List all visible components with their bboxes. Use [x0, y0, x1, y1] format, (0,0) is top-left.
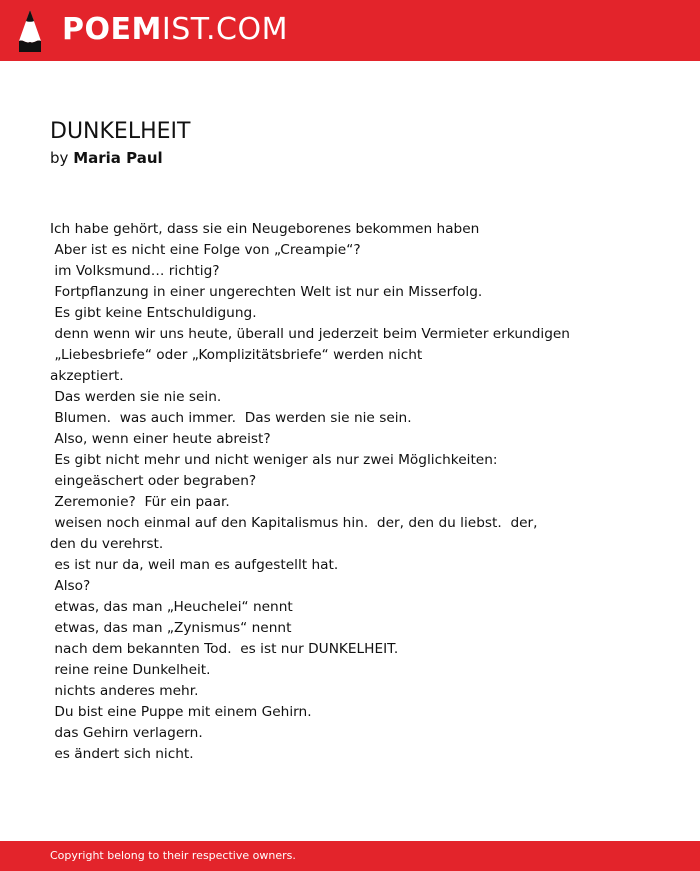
- poem-line: „Liebesbriefe“ oder „Komplizitätsbriefe“ werden nicht: [50, 347, 423, 363]
- poem-line: nichts anderes mehr.: [50, 683, 199, 699]
- poem-title: DUNKELHEIT: [50, 119, 191, 144]
- poem-body: [50, 219, 670, 765]
- poem-line: den du verehrst.: [50, 536, 164, 552]
- by-label: by: [50, 149, 69, 167]
- poem-line: weisen noch einmal auf den Kapitalismus hin. der, den du liebst. der,: [50, 515, 538, 531]
- poem-line: denn wenn wir uns heute, überall und jederzeit beim Vermieter erkundigen: [50, 326, 570, 342]
- pencil-icon: [18, 9, 42, 53]
- poem-line: Also?: [50, 578, 91, 594]
- poem-line: das Gehirn verlagern.: [50, 725, 203, 741]
- poem-line: nach dem bekannten Tod. es ist nur DUNKELHEIT.: [50, 641, 399, 657]
- poem-line: Es gibt keine Entschuldigung.: [50, 305, 257, 321]
- poem-line: Das werden sie nie sein.: [50, 389, 222, 405]
- poem-byline: [50, 148, 163, 169]
- poem-line: Also, wenn einer heute abreist?: [50, 431, 271, 447]
- poem-line: eingeäschert oder begraben?: [50, 473, 257, 489]
- poem-line: Du bist eine Puppe mit einem Gehirn.: [50, 704, 312, 720]
- logo-text-bold: POEM: [62, 12, 162, 47]
- poem-line: Zeremonie? Für ein paar.: [50, 494, 230, 510]
- site-footer: [0, 841, 700, 871]
- poem-line: es ist nur da, weil man es aufgestellt hat.: [50, 557, 339, 573]
- poem-author: Maria Paul: [73, 149, 163, 167]
- site-header: [0, 0, 700, 61]
- poem-line: etwas, das man „Heuchelei“ nennt: [50, 599, 293, 615]
- poem-line: im Volksmund… richtig?: [50, 263, 220, 279]
- copyright-notice: Copyright belong to their respective owners.: [50, 849, 296, 862]
- poem-line: es ändert sich nicht.: [50, 746, 194, 762]
- poem-line: etwas, das man „Zynismus“ nennt: [50, 620, 292, 636]
- poem-line: Aber ist es nicht eine Folge von „Creampie“?: [50, 242, 361, 258]
- poem-line: Es gibt nicht mehr und nicht weniger als nur zwei Möglichkeiten:: [50, 452, 498, 468]
- poem-line: Fortpflanzung in einer ungerechten Welt ist nur ein Misserfolg.: [50, 284, 483, 300]
- poem-line: akzeptiert.: [50, 368, 124, 384]
- poem-line: Ich habe gehört, dass sie ein Neugeborenes bekommen haben: [50, 221, 480, 237]
- poem-line: reine reine Dunkelheit.: [50, 662, 211, 678]
- poem-line: Blumen. was auch immer. Das werden sie nie sein.: [50, 410, 412, 426]
- site-logo[interactable]: [62, 12, 288, 48]
- logo-text-light: IST.COM: [161, 12, 288, 47]
